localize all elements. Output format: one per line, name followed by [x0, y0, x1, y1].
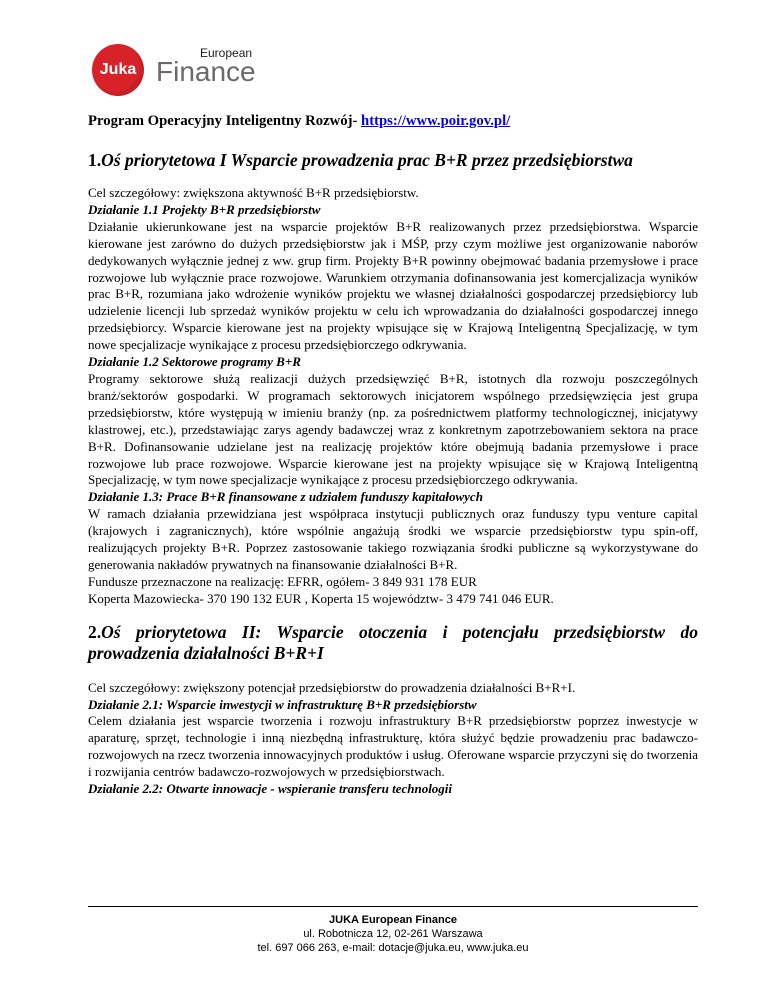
logo-finance-text: Finance: [156, 56, 256, 87]
axis1-goal: Cel szczegółowy: zwiększona aktywność B+R przedsiębiorstw.: [88, 185, 419, 200]
action-2-2-title: Działanie 2.2: Otwarte innowacje - wspieranie transferu technologii: [88, 781, 453, 797]
action-1-1-title: Działanie 1.1 Projekty B+R przedsiębiorstw: [88, 201, 321, 217]
axis2-goal: Cel szczegółowy: zwiększony potencjał przedsiębiorstw do prowadzenia działalności B+R+I.: [88, 679, 576, 695]
footer-address: ul. Robotnicza 12, 02-261 Warszawa: [303, 928, 483, 940]
page-footer: [88, 906, 698, 955]
footer-contact: tel. 697 066 263, e-mail: dotacje@juka.eu, www.juka.eu: [257, 942, 529, 954]
program-link[interactable]: https://www.poir.gov.pl/: [361, 113, 511, 129]
funds-line: Fundusze przeznaczone na realizację: EFRR, ogółem- 3 849 931 178 EUR: [88, 573, 477, 589]
program-label: Program Operacyjny Inteligentny Rozwój-: [88, 113, 358, 129]
axis1-number: 1.: [88, 150, 102, 170]
axis1-title: Oś priorytetowa I Wsparcie prowadzenia prac B+R przez przedsiębiorstwa: [101, 150, 633, 170]
action-1-1-text: Działanie ukierunkowane jest na wsparcie projektów B+R realizowanych przez przedsiębiorstwa. Wsparcie kierowane jest zarówno do dużych przedsiębiorstw jak i MŚP, przy czym możliwe jest organizowanie naborów dedykowanych wyłącznie jednej z ww. grup firm. Projekty B+R powinny obejmować badania przemysłowe i prace rozwojowe lub wyłącznie prace rozwojowe. Warunkiem otrzymania dofinansowania jest komercjalizacja wyników prac B+R, rozumiana jako wdrożenie wyników projektu we własnej działalności gospodarczej przedsiębiorcy lub udzielenie licencji lub sprzedaż wyników projektu w celu ich wprowadzania do działalności gospodarczej innego przedsiębiorcy. Wsparcie kierowane jest na projekty wpisujące się w Krajową Inteligentną Specjalizację, w tym nowe specjalizacje wynikające z procesu przedsiębiorczego odkrywania.: [88, 218, 698, 353]
footer-company: JUKA European Finance: [329, 914, 457, 926]
action-1-2-title: Działanie 1.2 Sektorowe programy B+R: [88, 354, 301, 370]
logo-european-text: European: [200, 46, 253, 60]
action-1-3-title: Działanie 1.3: Prace B+R finansowane z udziałem funduszy kapitałowych: [88, 489, 483, 505]
axis2-heading: [88, 622, 698, 664]
axis2-number: 2.: [88, 621, 102, 642]
document-body: [88, 112, 698, 798]
koperta-line: Koperta Mazowiecka- 370 190 132 EUR , Koperta 15 województw- 3 479 741 046 EUR.: [88, 590, 554, 606]
section-spacer: [88, 608, 698, 622]
action-2-1-title: Działanie 2.1: Wsparcie inwestycji w infrastrukturę B+R przedsiębiorstw: [88, 696, 477, 712]
action-1-2-text: Programy sektorowe służą realizacji dużych przedsięwzięć B+R, istotnych dla rozwoju poszczególnych branż/sektorów gospodarki. W programach sektorowych inicjatorem wspólnego przedsięwzięcia jest grupa przedsiębiorstw, które występują w imieniu branży (np. za pośrednictwem platformy technologicznej, inicjatywy klastrowej, etc.), przedstawiając zarys agendy badawczej wraz z konkretnym zapotrzebowaniem sektora na prace B+R. Dofinansowanie udzielane jest na realizację projektów które obejmują badania przemysłowe i prace rozwojowe lub prace rozwojowe. Wsparcie kierowane jest na projekty wpisujące się w Krajową Inteligentną Specjalizację, w tym nowe specjalizacje wynikające z procesu przedsiębiorczego odkrywania.: [88, 370, 698, 488]
axis2-title: Oś priorytetowa II: Wsparcie otoczenia i potencjału przedsiębiorstw do prowadzenia działalności B+R+I: [88, 621, 698, 663]
axis1-heading: [88, 150, 698, 171]
program-header: [88, 112, 698, 130]
action-1-3-text: W ramach działania przewidziana jest współpraca instytucji publicznych oraz funduszy typu venture capital (krajowych i zagranicznych), które wspólnie angażują środki we wsparcie przedsiębiorstw typu spin-off, realizujących projekty B+R. Poprzez zastosowanie takiego rozwiązania środki publiczne są wykorzystywane do generowania nakładów prywatnych na finansowanie działalności B+R.: [88, 506, 698, 572]
company-logo: [88, 42, 268, 98]
action-2-1-text: Celem działania jest wsparcie tworzenia i rozwoju infrastruktury B+R przedsiębiorstw poprzez inwestycje w aparaturę, sprzęt, technologie i inną niezbędną infrastrukturę, która służyć będzie prowadzeniu prac badawczo-rozwojowych na rzecz tworzenia innowacyjnych produktów i usług. Oferowane wsparcie przyczyni się do tworzenia i rozwijania centrów badawczo-rozwojowych w przedsiębiorstwach.: [88, 713, 698, 780]
logo-badge: Juka: [92, 44, 144, 96]
